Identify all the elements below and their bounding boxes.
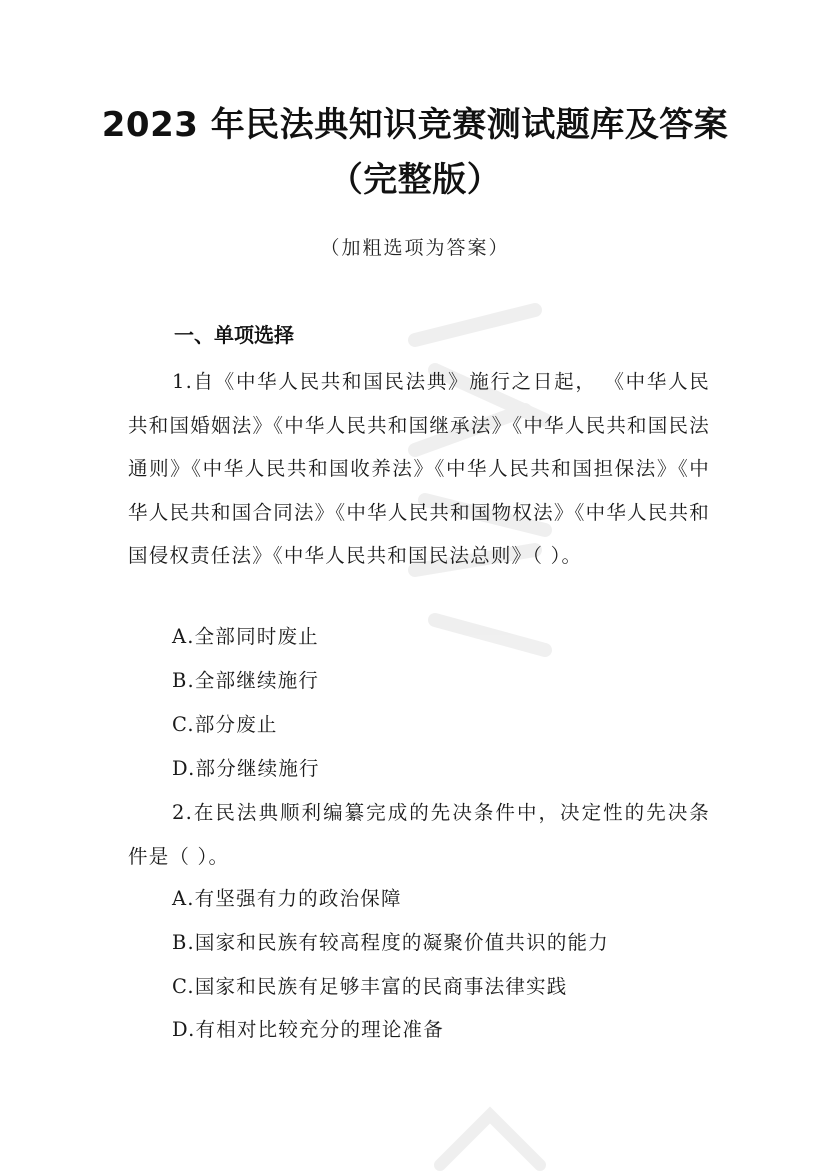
document-title-line2: （完整版） bbox=[328, 160, 502, 200]
document-title-line1: 2023 年民法典知识竞赛测试题库及答案 bbox=[101, 105, 729, 145]
question-1-option-c: C.部分废止 bbox=[172, 713, 278, 736]
section-heading: 一、单项选择 bbox=[174, 323, 294, 347]
question-1-text: 1.自《中华人民共和国民法典》施行之日起， 《中华人民共和国婚姻法》《中华人民共和国继承法》《中华人民共和国民法通则》《中华人民共和国收养法》《中华人民共和国担保法》《中华人民共和国合同法》《中华人民共和国物权法》《中华人民共和国侵权责任法》《中华人民共和国民法总则》（ ）。 bbox=[128, 370, 710, 567]
question-1-option-b: B.全部继续施行 bbox=[172, 669, 320, 692]
question-2-option-d: D.有相对比较充分的理论准备 bbox=[172, 1018, 444, 1041]
watermark-graphic-bottom bbox=[430, 1105, 550, 1174]
question-2-option-a: A.有坚强有力的政治保障 bbox=[172, 887, 402, 910]
question-2-option-b: B.国家和民族有较高程度的凝聚价值共识的能力 bbox=[172, 931, 609, 954]
question-2-option-c: C.国家和民族有足够丰富的民商事法律实践 bbox=[172, 975, 568, 998]
question-2-text: 2.在民法典顺利编纂完成的先决条件中，决定性的先决条件是（ ）。 bbox=[128, 801, 710, 868]
question-1-option-a: A.全部同时废止 bbox=[172, 625, 319, 648]
question-1-option-d: D.部分继续施行 bbox=[172, 757, 320, 780]
document-subtitle: （加粗选项为答案） bbox=[320, 237, 510, 259]
